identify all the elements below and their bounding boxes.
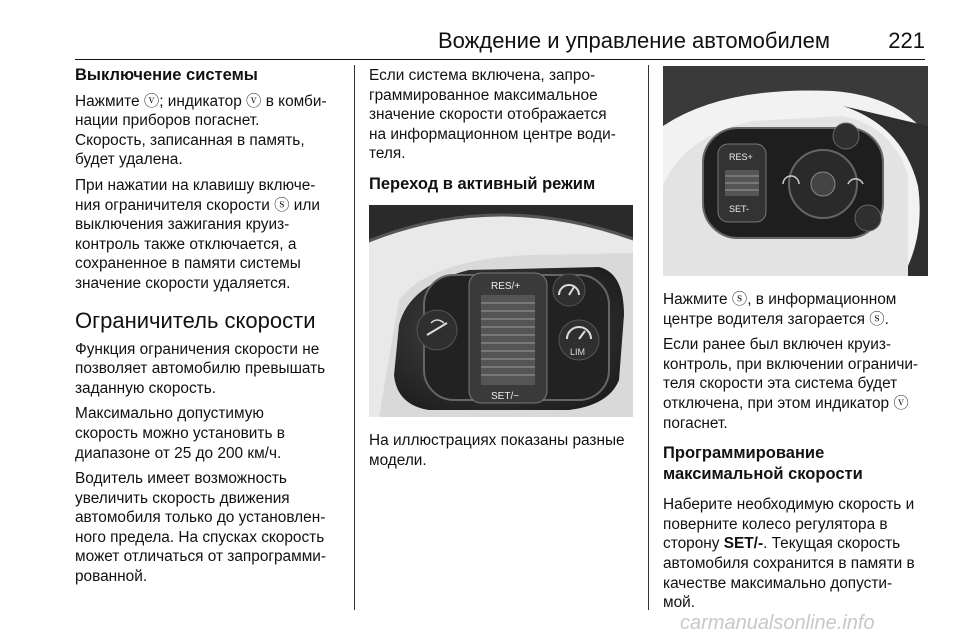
text-line: контроль, при включении ограничи- bbox=[663, 355, 919, 373]
column-3 bbox=[663, 66, 928, 619]
column-divider-2 bbox=[648, 65, 649, 610]
text-line: модели. bbox=[369, 451, 427, 469]
text-line: автомобиля только до установлен- bbox=[75, 509, 326, 527]
paragraph-display bbox=[369, 66, 633, 164]
text-line: Нажмите ⓢ, в информационном bbox=[663, 291, 897, 308]
text-fragment: . Текущая скорость bbox=[763, 535, 901, 553]
heading-programming bbox=[663, 443, 928, 485]
page-number: 221 bbox=[888, 28, 925, 53]
paragraph-limiter-3 bbox=[75, 469, 347, 587]
heading-active-mode: Переход в активный режим bbox=[369, 174, 596, 193]
paragraph-press bbox=[663, 290, 928, 329]
text-line: теля скорости эта система будет bbox=[663, 375, 898, 393]
text-line: заданную скорость. bbox=[75, 379, 216, 397]
steering-controls-figure-2 bbox=[663, 66, 928, 276]
text-line: контроль также отключается, а bbox=[75, 235, 297, 253]
text-line bbox=[663, 534, 928, 554]
paragraph-programming bbox=[663, 495, 928, 613]
heading-line: Программирование bbox=[663, 444, 825, 463]
text-line: будет удалена. bbox=[75, 151, 183, 169]
text-line: Нажмите ⓥ; индикатор ⓥ в комби- bbox=[75, 92, 327, 110]
heading-system-off: Выключение системы bbox=[75, 66, 258, 84]
text-line: Функция ограничения скорости не bbox=[75, 340, 320, 358]
text-line: теля. bbox=[369, 145, 406, 163]
column-divider-1 bbox=[354, 65, 355, 610]
text-line: качестве максимально допусти- bbox=[663, 574, 893, 592]
text-line: автомобиля сохранится в памяти в bbox=[663, 554, 915, 572]
text-line: При нажатии на клавишу включе- bbox=[75, 176, 316, 194]
running-title: Вождение и управление автомобилем bbox=[437, 28, 830, 53]
set-key-label: SET/- bbox=[723, 535, 764, 553]
header-rule bbox=[75, 59, 925, 60]
text-line: граммированное максимальное bbox=[369, 86, 598, 104]
text-line: выключения зажигания круиз- bbox=[75, 216, 290, 234]
paragraph-off-1 bbox=[75, 92, 347, 170]
text-line: Водитель имеет возможность bbox=[75, 470, 287, 488]
text-line: увеличить скорость движения bbox=[75, 489, 290, 507]
text-fragment: сторону bbox=[663, 535, 724, 553]
column-2 bbox=[369, 66, 633, 476]
text-line: Максимально допустимую bbox=[75, 405, 264, 423]
res-label: RES+ bbox=[729, 152, 753, 162]
lim-label: LIM bbox=[570, 346, 586, 357]
text-line: нации приборов погаснет. bbox=[75, 112, 260, 130]
paragraph-off-2 bbox=[75, 176, 347, 294]
column-1 bbox=[75, 66, 347, 593]
text-line: значение скорости отображается bbox=[369, 106, 607, 124]
heading-line: максимальной скорости bbox=[663, 465, 863, 484]
text-line: мой. bbox=[663, 594, 696, 612]
text-line: Наберите необходимую скорость и bbox=[663, 496, 915, 514]
text-line: Скорость, записанная в память, bbox=[75, 131, 305, 149]
steering-controls-figure-1 bbox=[369, 205, 633, 417]
set-label: SET/− bbox=[491, 390, 520, 402]
text-line: скорость можно установить в bbox=[75, 424, 285, 442]
set-label: SET- bbox=[729, 204, 750, 214]
paragraph-cruise-off bbox=[663, 335, 928, 433]
text-line: на информационном центре води- bbox=[369, 125, 616, 143]
text-line: может отличаться от запрограмми- bbox=[75, 548, 326, 566]
text-line: отключена, при этом индикатор ⓥ bbox=[663, 394, 909, 412]
text-line: сохраненное в памяти системы bbox=[75, 255, 301, 273]
paragraph-limiter-1 bbox=[75, 340, 347, 399]
text-line: значение скорости удаляется. bbox=[75, 274, 291, 292]
text-line: ния ограничителя скорости ⓢ или bbox=[75, 196, 320, 214]
paragraph-limiter-2 bbox=[75, 404, 347, 463]
watermark: carmanualsonline.info bbox=[680, 612, 875, 634]
text-line: позволяет автомобилю превышать bbox=[75, 360, 326, 378]
text-line: погаснет. bbox=[663, 414, 728, 432]
res-label: RES/+ bbox=[491, 280, 521, 292]
text-line: Если ранее был включен круиз- bbox=[663, 336, 892, 354]
text-line: ного предела. На спусках скорость bbox=[75, 528, 325, 546]
page-header bbox=[75, 28, 925, 60]
text-line: центре водителя загорается ⓢ. bbox=[663, 310, 889, 328]
figure-caption bbox=[369, 431, 633, 470]
speed-wheel-ridges bbox=[481, 295, 535, 385]
heading-speed-limiter: Ограничитель скорости bbox=[75, 307, 316, 333]
text-line: Если система включена, запро- bbox=[369, 67, 596, 84]
text-line: поверните колесо регулятора в bbox=[663, 515, 888, 533]
text-line: диапазоне от 25 до 200 км/ч. bbox=[75, 444, 282, 462]
text-line: рованной. bbox=[75, 568, 148, 586]
text-line: На иллюстрациях показаны разные bbox=[369, 431, 625, 449]
